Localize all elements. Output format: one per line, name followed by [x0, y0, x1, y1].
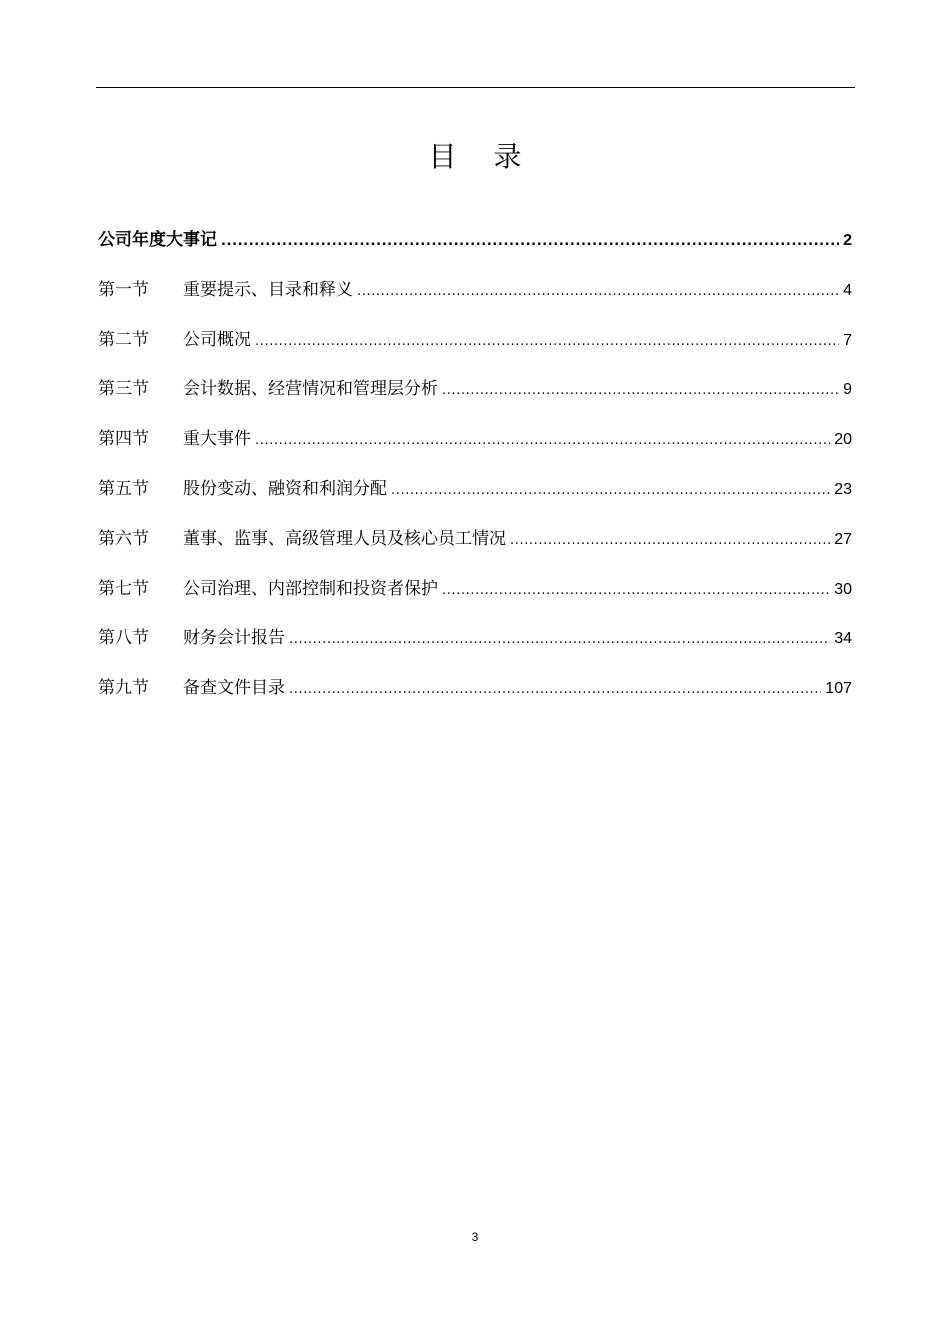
toc-entry-title: 股份变动、融资和利润分配 [183, 478, 387, 499]
footer-page-number: 3 [471, 1230, 479, 1244]
toc-entry-number: 第二节 [98, 329, 149, 350]
toc-entry-number: 第四节 [98, 429, 149, 450]
toc-entry-number: 第九节 [98, 678, 149, 699]
toc-entry-page: 7 [843, 331, 852, 349]
toc-entry-section-5[interactable] [98, 474, 852, 524]
header-rule [96, 87, 855, 88]
toc-entry-title: 备查文件目录 [183, 678, 285, 699]
toc-entry-title: 会计数据、经营情况和管理层分析 [183, 379, 438, 400]
toc-entry-title: 公司治理、内部控制和投资者保护 [183, 578, 438, 599]
toc-leader [289, 675, 821, 705]
toc-entry-title: 重要提示、目录和释义 [183, 279, 353, 300]
toc-leader [255, 327, 839, 357]
toc-entry-number: 第三节 [98, 379, 149, 400]
table-of-contents [98, 225, 852, 723]
toc-entry-section-3[interactable] [98, 374, 852, 424]
toc-entry-page: 23 [834, 480, 852, 498]
toc-entry-page: 9 [843, 381, 852, 399]
toc-entry-title: 重大事件 [183, 429, 251, 450]
toc-entry-number: 第七节 [98, 578, 149, 599]
toc-entry-title: 财务会计报告 [183, 628, 285, 649]
toc-entry-page: 20 [834, 431, 852, 449]
toc-leader [357, 277, 839, 307]
toc-entry-section-1[interactable] [98, 275, 852, 325]
toc-leader [255, 426, 830, 456]
toc-entry-title: 公司年度大事记 [98, 230, 217, 250]
toc-entry-number: 第八节 [98, 628, 149, 649]
page-title: 目 录 [428, 139, 536, 173]
toc-entry-section-9[interactable] [98, 673, 852, 723]
toc-entry-title: 董事、监事、高级管理人员及核心员工情况 [183, 528, 506, 549]
toc-entry-title: 公司概况 [183, 329, 251, 350]
toc-entry-page: 4 [843, 281, 852, 299]
toc-entry-page: 107 [825, 680, 852, 698]
toc-entry-page: 30 [834, 580, 852, 598]
toc-leader [510, 526, 830, 556]
toc-leader [289, 625, 830, 655]
toc-entry-number: 第五节 [98, 478, 149, 499]
toc-entry-number: 第一节 [98, 279, 149, 300]
toc-entry-section-4[interactable] [98, 424, 852, 474]
toc-entry-page: 34 [834, 630, 852, 648]
toc-entry-section-8[interactable] [98, 623, 852, 673]
toc-leader [442, 376, 839, 406]
toc-entry-number: 第六节 [98, 528, 149, 549]
toc-entry-section-2[interactable] [98, 325, 852, 375]
toc-leader [442, 576, 830, 606]
toc-leader [391, 476, 830, 506]
toc-entry-section-6[interactable] [98, 524, 852, 574]
toc-entry-highlights[interactable] [98, 225, 852, 275]
toc-entry-page: 2 [843, 232, 852, 249]
toc-entry-section-7[interactable] [98, 574, 852, 624]
toc-leader [221, 227, 839, 257]
toc-entry-page: 27 [834, 530, 852, 548]
